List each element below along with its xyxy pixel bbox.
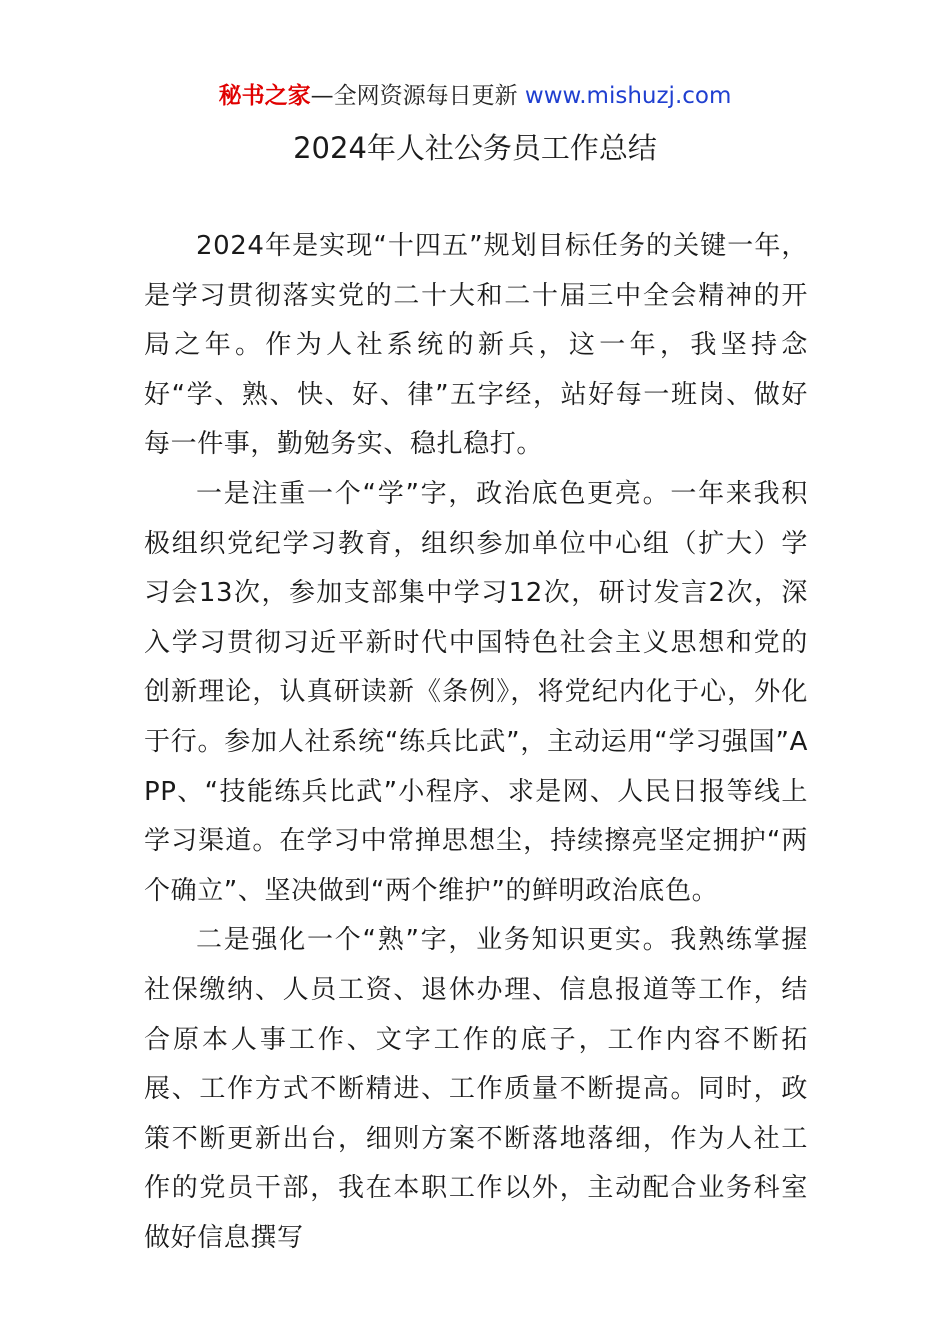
paragraph-business: 二是强化一个“熟”字，业务知识更实。我熟练掌握社保缴纳、人员工资、退休办理、信息报道等工作，结合原本人事工作、文字工作的底子，工作内容不断拓展、工作方式不断精进、工作质量不断提高。同时，政策不断更新出台，细则方案不断落地落细，作为人社工作的党员干部，我在本职工作以外，主动配合业务科室做好信息撰写: [144, 925, 808, 1253]
document-body: [144, 222, 808, 1263]
paragraph-study: 一是注重一个“学”字，政治底色更亮。一年来我积极组织党纪学习教育，组织参加单位中心组（扩大）学习会13次，参加支部集中学习12次，研讨发言2次，深入学习贯彻习近平新时代中国特色社会主义思想和党的创新理论，认真研读新《条例》，将党纪内化于心，外化于行。参加人社系统“练兵比武”，主动运用“学习强国”APP、“技能练兵比武”小程序、求是网、人民日报等线上学习渠道。在学习中常掸思想尘，持续擦亮坚定拥护“两个确立”、坚决做到“两个维护”的鲜明政治底色。: [144, 478, 808, 906]
site-header: [0, 80, 950, 112]
site-brand: 秘书之家: [218, 83, 311, 109]
site-url-link[interactable]: www.mishuzj.com: [524, 83, 732, 109]
document-title: 2024年人社公务员工作总结: [293, 131, 657, 165]
paragraph-intro: 2024年是实现“十四五”规划目标任务的关键一年，是学习贯彻落实党的二十大和二十届三中全会精神的开局之年。作为人社系统的新兵，这一年，我坚持念好“学、熟、快、好、律”五字经，站好每一班岗、做好每一件事，勤勉务实、稳扎稳打。: [144, 231, 808, 460]
site-tagline: —全网资源每日更新: [310, 83, 525, 109]
